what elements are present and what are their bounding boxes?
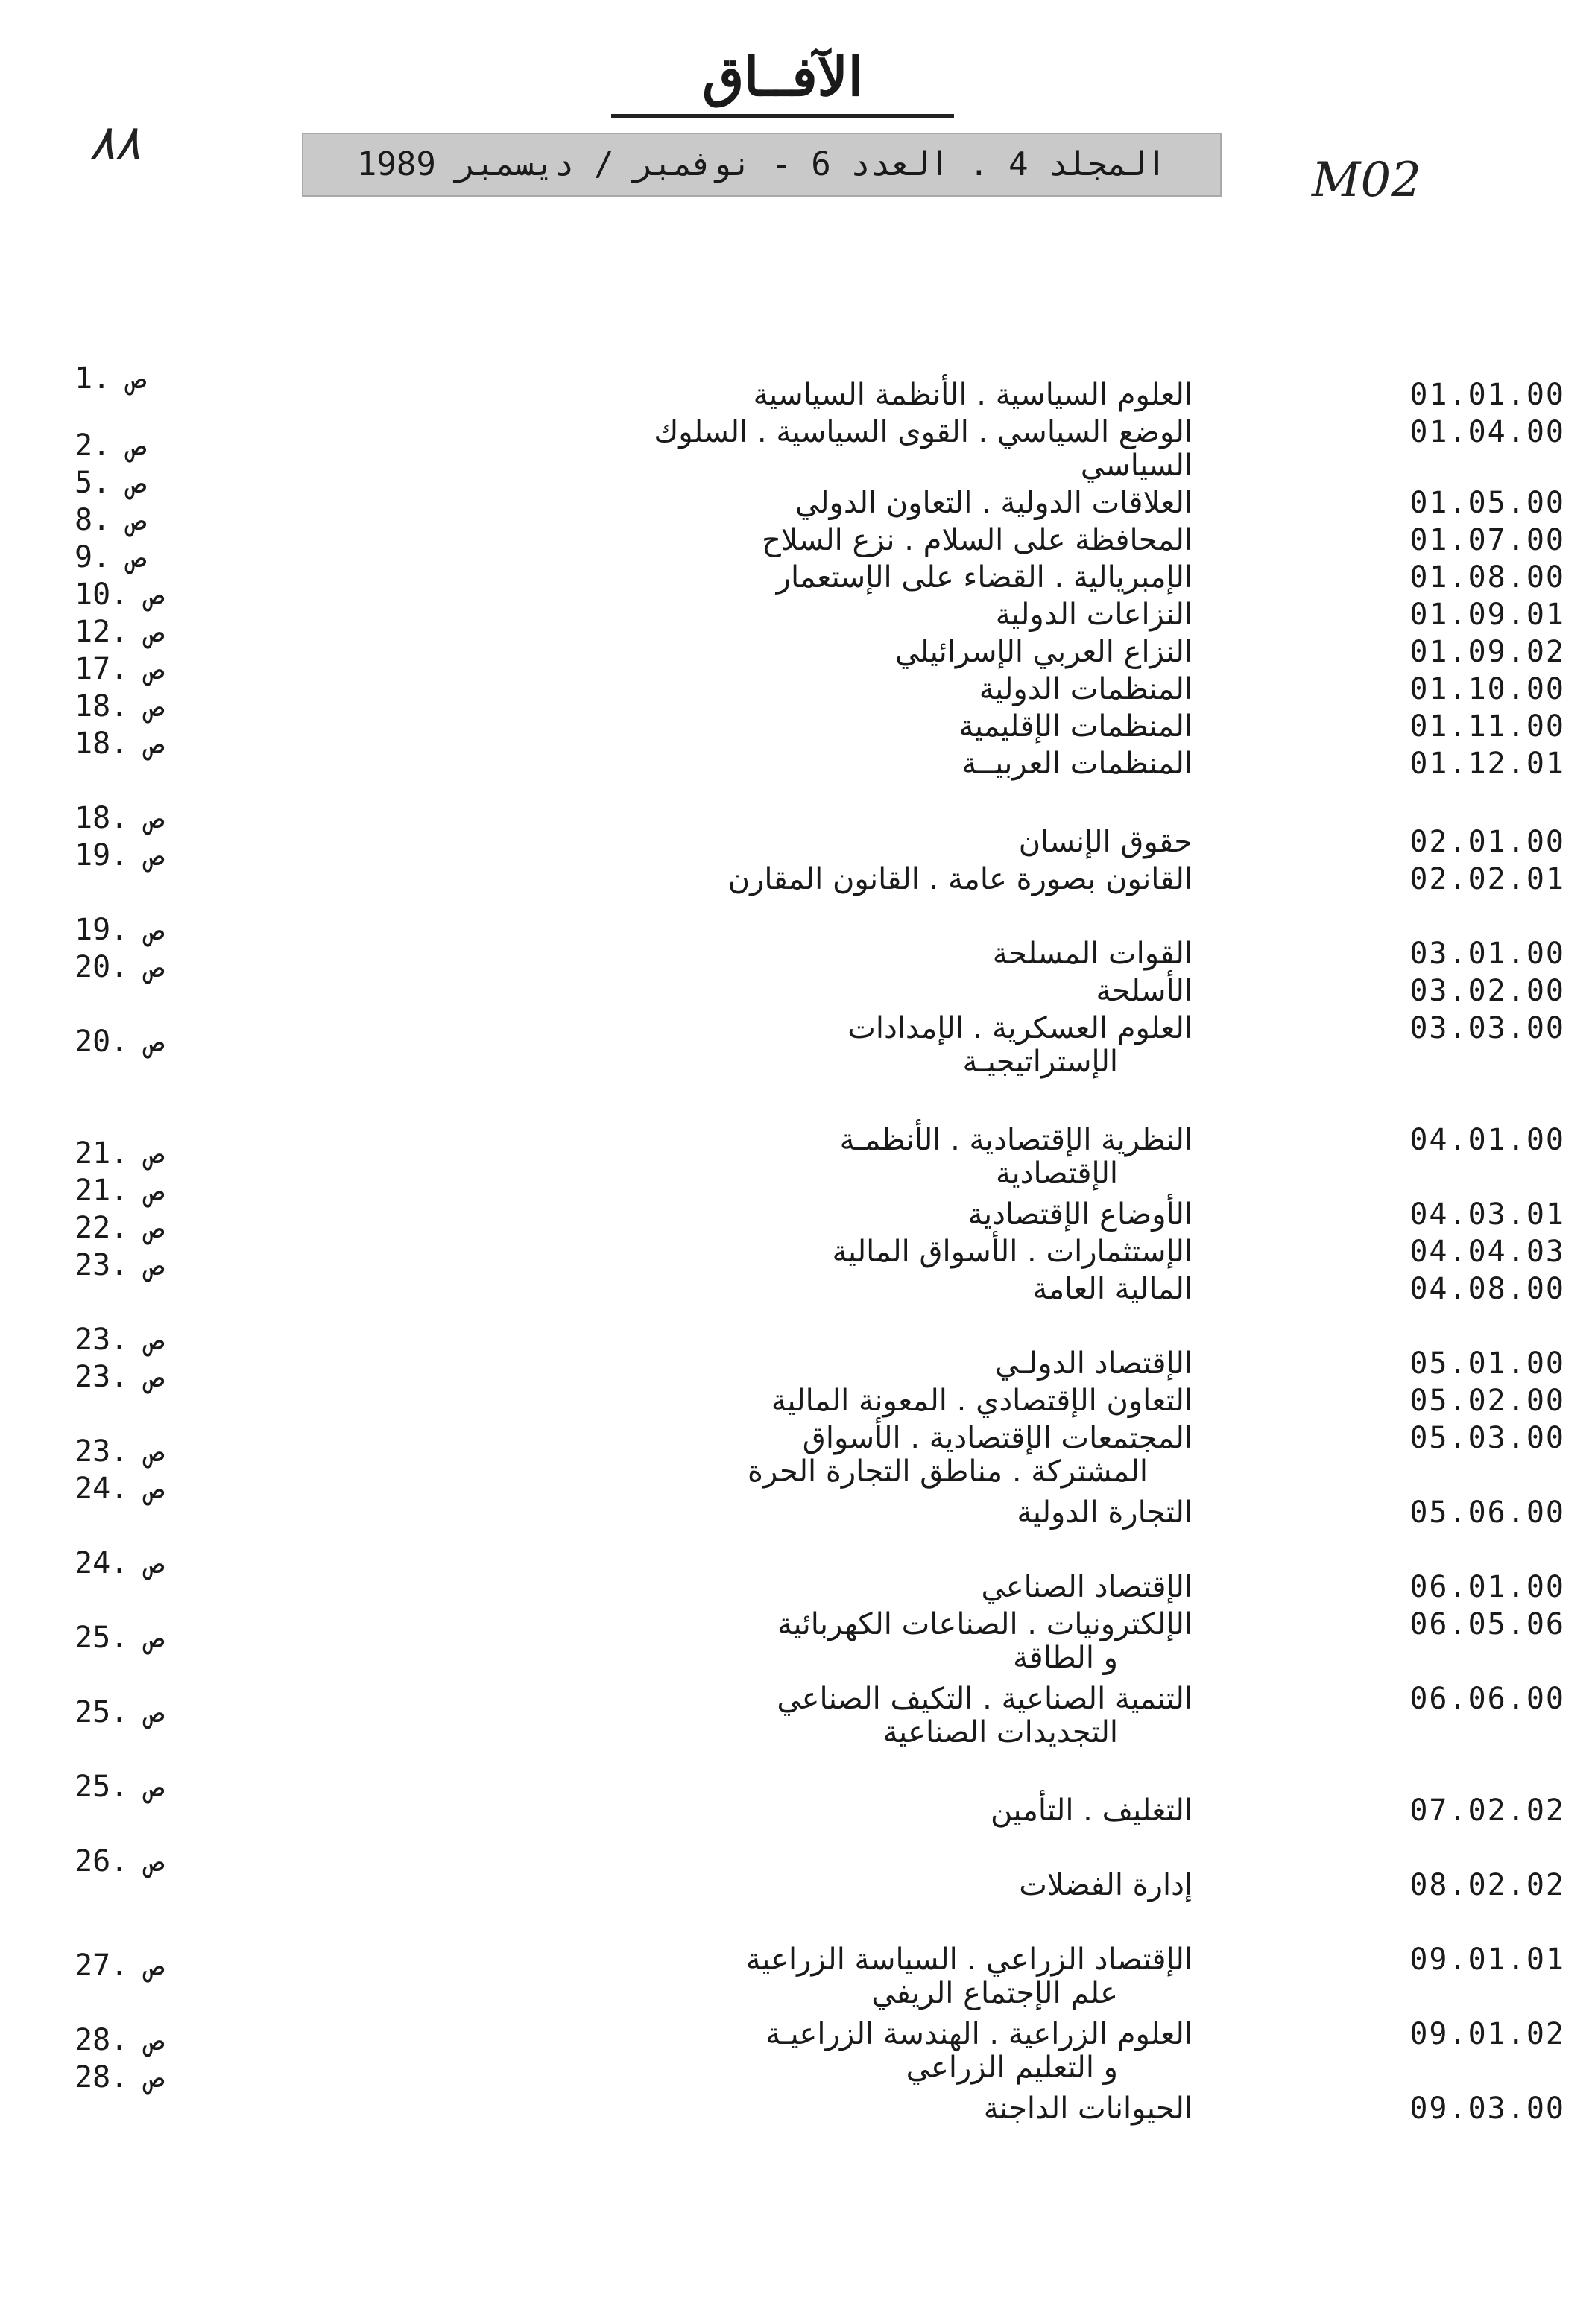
index-entry	[0, 1270, 1595, 1315]
page-ref: ص .21	[75, 1136, 165, 1171]
page-ref: ص .8	[75, 503, 147, 537]
page-ref: ص .24	[75, 1546, 165, 1580]
entry-topic-continued: التجديدات الصناعية	[882, 1715, 1118, 1750]
index-entry	[0, 1867, 1595, 1911]
page-ref: ص .20	[75, 1025, 165, 1059]
entry-code: 04.08.00	[1409, 1272, 1565, 1306]
entry-code: 09.01.02	[1409, 2017, 1565, 2051]
entry-code: 04.01.00	[1409, 1123, 1565, 1157]
entry-code: 01.08.00	[1409, 560, 1565, 595]
page-ref: ص .18	[75, 689, 165, 724]
entry-topic: إدارة الفضلات	[1019, 1868, 1193, 1902]
entry-code: 02.02.01	[1409, 862, 1565, 896]
entry-topic-continued: علم الإجتماع الريفي	[871, 1976, 1118, 2010]
entry-code: 08.02.02	[1409, 1868, 1565, 1902]
page-ref: ص .17	[75, 652, 165, 686]
entry-code: 06.05.06	[1409, 1607, 1565, 1641]
entry-topic: المالية العامة	[1032, 1272, 1193, 1306]
entry-code: 01.09.01	[1409, 598, 1565, 632]
page-ref: ص .10	[75, 577, 165, 612]
entry-topic: التغليف . التأمين	[990, 1793, 1193, 1828]
handwritten-note-left: ٨٨	[89, 115, 141, 171]
entry-topic: القوات المسلحة	[992, 937, 1193, 971]
handwritten-note-right: M02	[1312, 153, 1421, 208]
entry-topic: الأوضاع الإقتصادية	[967, 1197, 1193, 1232]
page-ref: ص .23	[75, 1248, 165, 1282]
entry-code: 03.01.00	[1409, 937, 1565, 971]
page-ref: ص .23	[75, 1434, 165, 1469]
page-ref: ص .18	[75, 726, 165, 761]
entry-code: 06.06.00	[1409, 1682, 1565, 1716]
entry-code: 01.09.02	[1409, 635, 1565, 669]
page-ref: ص .2	[75, 428, 147, 463]
issue-banner: المجلد 4 . العدد 6 - نوفمبر / ديسمبر 1989	[302, 133, 1222, 197]
index-entry	[0, 2090, 1595, 2135]
page-ref: ص .18	[75, 801, 165, 835]
page-ref: ص .1	[75, 361, 147, 396]
entry-topic: الإقتصاد الزراعي . السياسة الزراعية	[745, 1943, 1193, 1977]
entry-code: 05.06.00	[1409, 1495, 1565, 1530]
entry-topic: النظرية الإقتصادية . الأنظمـة	[839, 1123, 1193, 1157]
entry-topic: القانون بصورة عامة . القانون المقارن	[727, 862, 1193, 896]
entry-code: 01.07.00	[1409, 523, 1565, 557]
entry-topic: المجتمعات الإقتصادية . الأسواق	[802, 1421, 1193, 1455]
entry-topic-continued: الإستراتيجيـة	[962, 1045, 1118, 1079]
journal-title: الآفــاق	[611, 45, 954, 118]
index-entry	[0, 745, 1595, 790]
entry-code: 01.04.00	[1409, 415, 1565, 449]
entry-code: 01.11.00	[1409, 709, 1565, 744]
entry-code: 04.04.03	[1409, 1235, 1565, 1269]
page-ref: ص .21	[75, 1174, 165, 1208]
entry-code: 09.03.00	[1409, 2092, 1565, 2126]
entry-code: 09.01.01	[1409, 1943, 1565, 1977]
entry-topic: الإمبريالية . القضاء على الإستعمار	[776, 560, 1193, 595]
entry-topic: التنمية الصناعية . التكيف الصناعي	[777, 1682, 1193, 1716]
entry-topic: الإقتصاد الدولـي	[995, 1346, 1193, 1381]
entry-code: 01.01.00	[1409, 378, 1565, 412]
entry-topic: التعاون الإقتصادي . المعونة المالية	[771, 1384, 1193, 1418]
page-ref: ص .27	[75, 1948, 165, 1983]
entry-code: 06.01.00	[1409, 1570, 1565, 1604]
index-entry	[0, 1494, 1595, 1539]
entry-topic: الإستثمارات . الأسواق المالية	[832, 1235, 1193, 1269]
page-ref: ص .25	[75, 1621, 165, 1655]
page-ref: ص .28	[75, 2060, 165, 2095]
entry-code: 02.01.00	[1409, 825, 1565, 859]
page-ref: ص .5	[75, 466, 147, 500]
entry-topic: المحافظة على السلام . نزع السلاح	[762, 523, 1193, 557]
entry-topic-continued: الإقتصادية	[996, 1156, 1118, 1191]
entry-code: 07.02.02	[1409, 1793, 1565, 1828]
entry-topic: النزاع العربي الإسرائيلي	[895, 635, 1193, 669]
entry-code: 05.03.00	[1409, 1421, 1565, 1455]
page-ref: ص .19	[75, 838, 165, 873]
entry-topic: الحيوانات الداجنة	[983, 2092, 1193, 2126]
entry-topic: الأسلحة	[1096, 974, 1193, 1008]
page-ref: ص .25	[75, 1695, 165, 1729]
entry-code: 03.02.00	[1409, 974, 1565, 1008]
entry-code: 05.02.00	[1409, 1384, 1565, 1418]
index-entry	[0, 861, 1595, 905]
entry-topic: الوضع السياسي . القوى السياسية . السلوك	[654, 415, 1193, 449]
page-ref: ص .9	[75, 540, 147, 574]
entry-topic: الإقتصاد الصناعي	[981, 1570, 1193, 1604]
entry-topic: حقوق الإنسان	[1018, 825, 1193, 859]
entry-topic-continued: السياسي	[1080, 449, 1193, 483]
entry-topic: المنظمات الإقليمية	[958, 709, 1193, 744]
entry-code: 01.12.01	[1409, 747, 1565, 781]
entry-topic: التجارة الدولية	[1017, 1495, 1193, 1530]
entry-topic-continued: و الطاقة	[1013, 1641, 1118, 1675]
entry-topic: النزاعات الدولية	[995, 598, 1193, 632]
entry-topic: العلوم السياسية . الأنظمة السياسية	[753, 378, 1193, 412]
page-ref: ص .19	[75, 913, 165, 947]
entry-topic: العلاقات الدولية . التعاون الدولي	[795, 486, 1193, 520]
entry-code: 01.05.00	[1409, 486, 1565, 520]
page-ref: ص .24	[75, 1472, 165, 1506]
page-ref: ص .22	[75, 1211, 165, 1245]
entry-topic: العلوم الزراعية . الهندسة الزراعيـة	[765, 2017, 1193, 2051]
index-entry	[0, 1792, 1595, 1837]
entry-topic: المنظمات العربيــة	[961, 747, 1193, 781]
entry-topic: العلوم العسكرية . الإمدادات	[847, 1011, 1193, 1045]
entry-code: 04.03.01	[1409, 1197, 1565, 1232]
page-ref: ص .20	[75, 950, 165, 984]
page-ref: ص .23	[75, 1323, 165, 1357]
page-ref: ص .26	[75, 1844, 165, 1878]
entry-code: 05.01.00	[1409, 1346, 1565, 1381]
entry-topic: المنظمات الدولية	[979, 672, 1193, 706]
entry-topic-continued: المشتركة . مناطق التجارة الحرة	[748, 1454, 1148, 1489]
entry-code: 01.10.00	[1409, 672, 1565, 706]
entry-topic-continued: و التعليم الزراعي	[906, 2051, 1118, 2085]
page-ref: ص .12	[75, 615, 165, 649]
entry-topic: الإلكترونيات . الصناعات الكهربائية	[777, 1607, 1193, 1641]
page-ref: ص .28	[75, 2023, 165, 2057]
entry-code: 03.03.00	[1409, 1011, 1565, 1045]
page-ref: ص .23	[75, 1360, 165, 1394]
page-ref: ص .25	[75, 1770, 165, 1804]
